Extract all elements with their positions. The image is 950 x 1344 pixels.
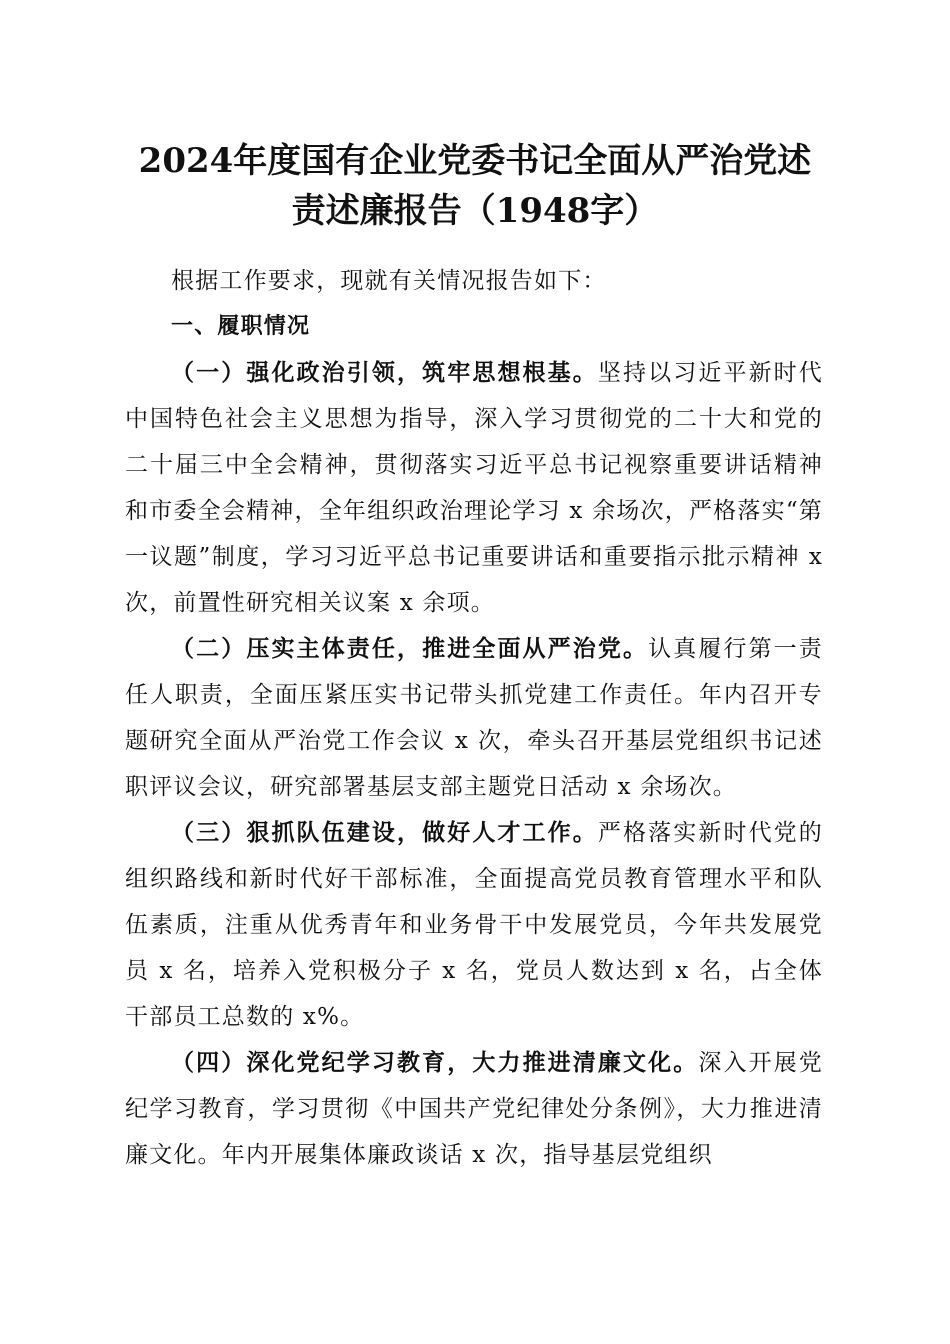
paragraph-3-text: 严格落实新时代党的组织路线和新时代好干部标准，全面提高党员教育管理水平和队伍素质，注重从优秀青年和业务骨干中发展党员，今年共发展党员 x 名，培养入党积极分子 x 名，党员人数达到 x 名，占全体干部员工总数的 x%。 <box>125 820 823 1030</box>
paragraph-4 <box>125 1040 823 1178</box>
paragraph-4-text: 深入开展党纪学习教育，学习贯彻《中国共产党纪律处分条例》，大力推进清廉文化。年内开展集体廉政谈话 x 次，指导基层党组织 <box>125 1050 824 1168</box>
paragraph-1 <box>125 350 823 626</box>
paragraph-4-lead: （四）深化党纪学习教育，大力推进清廉文化。 <box>171 1049 699 1076</box>
section-heading: 一、履职情况 <box>171 314 311 339</box>
paragraph-2 <box>125 626 823 810</box>
document-body <box>125 258 823 1178</box>
paragraph-3-lead: （三）狠抓队伍建设，做好人才工作。 <box>171 819 598 846</box>
title-line-1: 2024年度国有企业党委书记全面从严治党述 <box>138 141 812 181</box>
paragraph-2-text: 认真履行第一责任人职责，全面压紧压实书记带头抓党建工作责任。年内召开专题研究全面从严治党工作会议 x 次，牵头召开基层党组织书记述职评议会议，研究部署基层支部主题党日活动 x 余场次。 <box>125 636 823 800</box>
title-line-2: 责述廉报告（1948字） <box>291 191 659 231</box>
intro-paragraph: 根据工作要求，现就有关情况报告如下： <box>171 268 607 294</box>
paragraph-3 <box>125 810 823 1040</box>
paragraph-2-lead: （二）压实主体责任，推进全面从严治党。 <box>171 635 649 662</box>
document-title <box>120 136 830 236</box>
paragraph-1-lead: （一）强化政治引领，筑牢思想根基。 <box>171 359 598 386</box>
paragraph-1-text: 坚持以习近平新时代中国特色社会主义思想为指导，深入学习贯彻党的二十大和党的二十届三中全会精神，贯彻落实习近平总书记视察重要讲话精神和市委全会精神，全年组织政治理论学习 x 余场次，严格落实“第一议题”制度，学习习近平总书记重要讲话和重要指示批示精神 x 次，前置性研究相关议案 x 余项。 <box>125 360 823 616</box>
